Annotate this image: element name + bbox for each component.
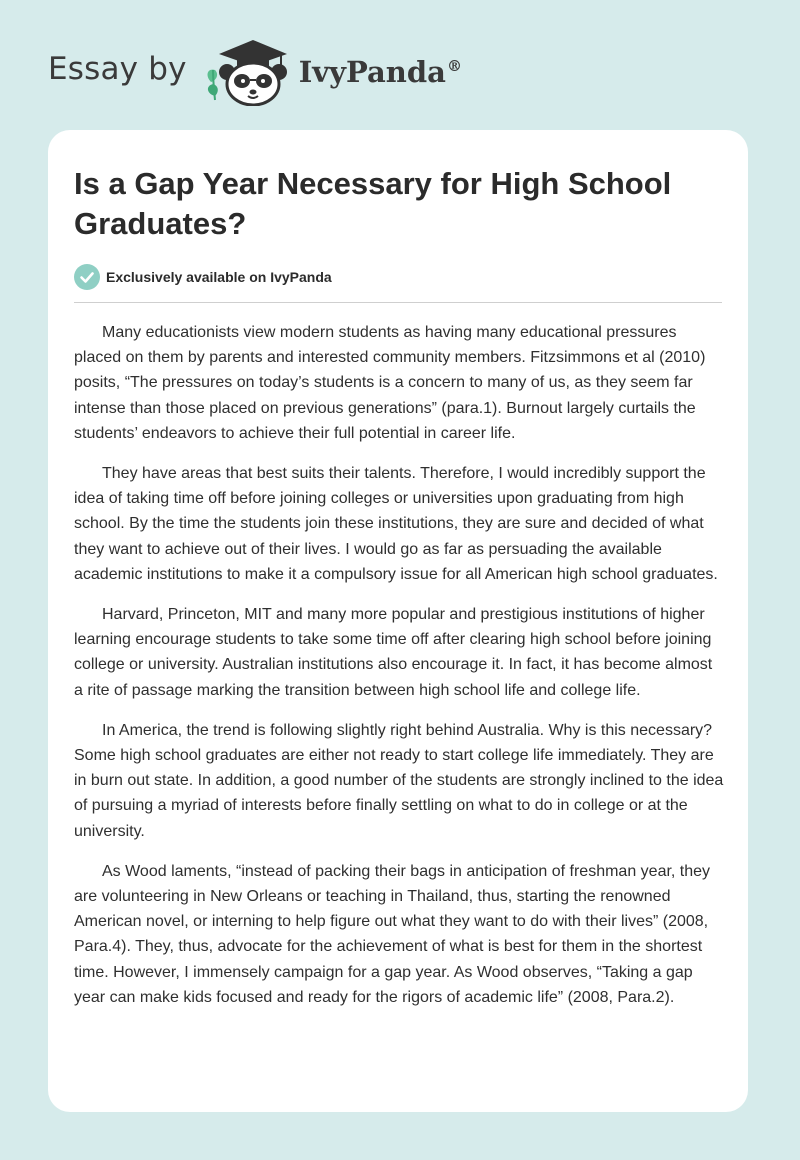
- paragraph: Harvard, Princeton, MIT and many more popular and prestigious institutions of higher learning encourage students to take some time off after clearing high school before joining college or university. Australian institutions also encourage it. In fact, it has become almost a rite of passage marking the transition between high school life and college life.: [74, 606, 713, 699]
- paragraph: In America, the trend is following slightly right behind Australia. Why is this necessary? Some high school graduates are either not ready to start college life immediately. They are in burn out state. In addition, a good number of the students are strongly inclined to the idea of pursuing a myriad of interests before finally settling on what to do in college or at the university.: [74, 721, 724, 840]
- check-circle-icon: [74, 264, 100, 290]
- site-header: [48, 36, 462, 106]
- paragraph: Many educationists view modern students as having many educational pressures placed on them by parents and interested community members. Fitzsimmons et al (2010) posits, “The pressures on today’s students is a concern to many of us, as they seem far intense than those placed on previous generations” (para.1). Burnout largely curtails the students’ endeavors to achieve their full potential in career life.: [74, 324, 706, 442]
- essay-body: [74, 320, 724, 1025]
- essay-card: [48, 130, 748, 1112]
- paragraph: As Wood laments, “instead of packing their bags in anticipation of freshman year, they are volunteering in New Orleans or teaching in Thailand, thus, starting the renowned American novel, or interning to help figure out what they want to do with their lives” (2008, Para.4). They, thus, advocate for the achievement of what is best for them in the shortest time. However, I immensely campaign for a gap year. As Wood observes, “Taking a gap year can make kids focused and ready for the rigors of academic life” (2008, Para.2).: [74, 862, 711, 1006]
- divider: [74, 302, 722, 303]
- paragraph: They have areas that best suits their talents. Therefore, I would incredibly support the idea of taking time off before joining colleges or universities upon graduating from high school. By the time the students join these institutions, they are sure and decided of what they want to achieve out of their lives. I would go as far as persuading the available academic institutions to make it a compulsory issue for all American high school graduates.: [74, 465, 718, 583]
- exclusive-badge: [74, 264, 332, 290]
- exclusive-badge-label: Exclusively available on IvyPanda: [106, 269, 332, 285]
- brand-name[interactable]: IvyPanda®: [298, 55, 462, 89]
- ivypanda-logo-icon[interactable]: [201, 36, 293, 106]
- registered-mark: ®: [446, 57, 462, 76]
- essay-title: Is a Gap Year Necessary for High School Graduates?: [74, 166, 672, 241]
- essay-by-label: Essay by: [48, 51, 187, 87]
